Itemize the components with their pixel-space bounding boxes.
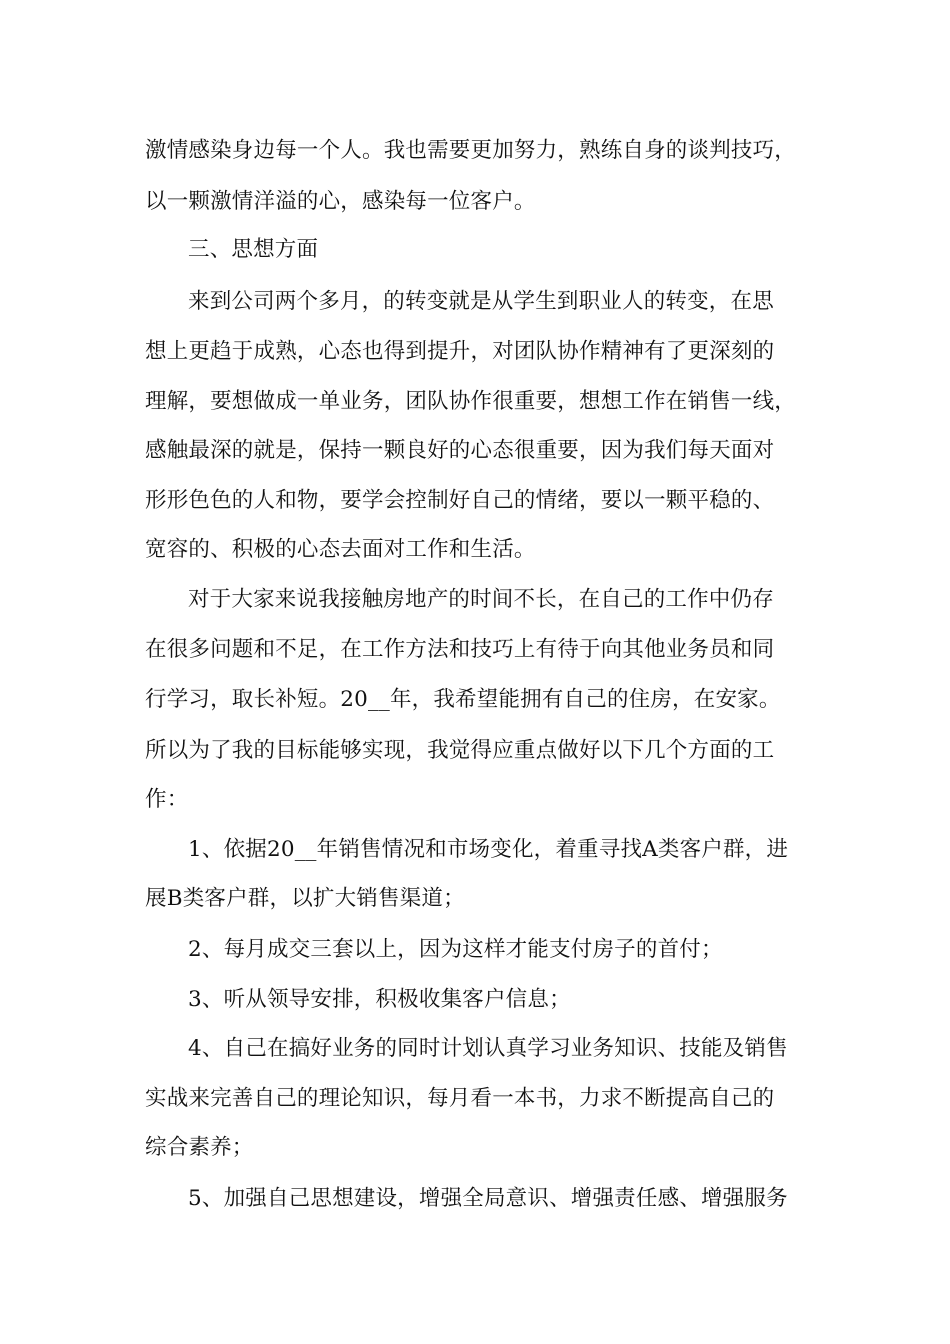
- list-item-line: 3、听从领导安排，积极收集客户信息；: [188, 987, 571, 1012]
- section-heading: 三、思想方面: [188, 237, 319, 262]
- list-item-line: 展B类客户群，以扩大销售渠道；: [145, 886, 465, 911]
- paragraph-line: 形形色色的人和物，要学会控制好自己的情绪，要以一颗平稳的、: [145, 488, 775, 513]
- list-item-line: 综合素养；: [145, 1135, 254, 1160]
- list-item-line: 4、自己在搞好业务的同时计划认真学习业务知识、技能及销售: [188, 1036, 788, 1061]
- paragraph-line: 宽容的、积极的心态去面对工作和生活。: [145, 537, 536, 562]
- paragraph-line: 所以为了我的目标能够实现，我觉得应重点做好以下几个方面的工: [145, 738, 775, 763]
- list-item-line: 实战来完善自己的理论知识，每月看一本书，力求不断提高自己的: [145, 1086, 775, 1111]
- list-item-line: 5、加强自己思想建设，增强全局意识、增强责任感、增强服务: [188, 1186, 788, 1211]
- paragraph-line: 对于大家来说我接触房地产的时间不长，在自己的工作中仍存: [188, 587, 774, 612]
- paragraph-line: 行学习，取长补短。20__年，我希望能拥有自己的住房，在安家。: [145, 687, 781, 712]
- paragraph-line: 在很多问题和不足，在工作方法和技巧上有待于向其他业务员和同: [145, 637, 775, 662]
- paragraph-line: 以一颗激情洋溢的心，感染每一位客户。: [145, 189, 536, 214]
- list-item-line: 2、每月成交三套以上，因为这样才能支付房子的首付；: [188, 937, 723, 962]
- list-item-line: 1、依据20__年销售情况和市场变化，着重寻找A类客户群，进: [188, 837, 789, 862]
- paragraph-line: 激情感染身边每一个人。我也需要更加努力，熟练自身的谈判技巧，: [145, 138, 797, 163]
- paragraph-line: 感触最深的就是，保持一颗良好的心态很重要，因为我们每天面对: [145, 438, 775, 463]
- paragraph-line: 想上更趋于成熟，心态也得到提升，对团队协作精神有了更深刻的: [145, 339, 775, 364]
- paragraph-line: 来到公司两个多月，的转变就是从学生到职业人的转变，在思: [188, 289, 774, 314]
- paragraph-line: 理解，要想做成一单业务，团队协作很重要，想想工作在销售一线，: [145, 389, 797, 414]
- paragraph-line: 作：: [145, 787, 189, 812]
